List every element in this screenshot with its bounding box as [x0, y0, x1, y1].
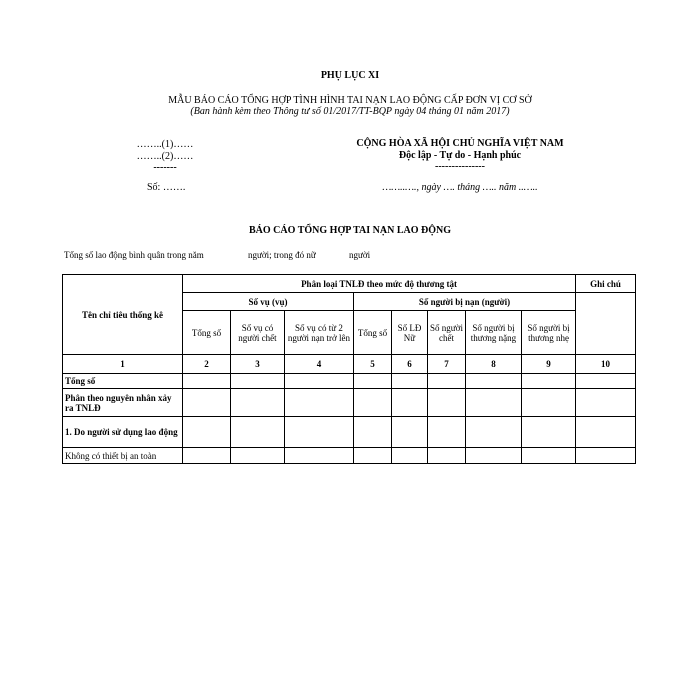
- date-line: ……..…., ngày …. tháng ….. năm ..…..: [382, 182, 538, 193]
- col-header: Tổng số: [354, 311, 392, 355]
- data-cell: [522, 448, 576, 464]
- data-cell: [354, 448, 392, 464]
- data-cell: [285, 417, 354, 448]
- motto-divider: ---------------: [435, 161, 485, 172]
- data-cell: [285, 374, 354, 389]
- data-cell: [392, 374, 428, 389]
- table-row: [63, 417, 636, 448]
- data-cell: [466, 417, 522, 448]
- agency-divider: -------: [153, 162, 177, 173]
- data-cell: [428, 417, 466, 448]
- appendix-title: PHỤ LỤC XI: [320, 70, 380, 81]
- col-header: Số vụ có người chết: [231, 311, 285, 355]
- data-cell: [285, 389, 354, 417]
- data-cell: [428, 389, 466, 417]
- form-title: MẪU BÁO CÁO TỔNG HỢP TÌNH HÌNH TAI NẠN LAO ĐỘNG CẤP ĐƠN VỊ CƠ SỞ: [168, 95, 532, 106]
- data-cell: [522, 389, 576, 417]
- data-cell: [354, 374, 392, 389]
- data-cell: [183, 389, 231, 417]
- summary-part-3: người: [349, 250, 371, 260]
- col-header: Số người bị thương nhẹ: [522, 311, 576, 355]
- column-number: 3: [231, 355, 285, 374]
- col-header: Số người chết: [428, 311, 466, 355]
- column-number: 4: [285, 355, 354, 374]
- accident-report-table: [62, 274, 636, 464]
- agency-line-1: ……..(1)……: [136, 139, 194, 150]
- data-cell: [231, 389, 285, 417]
- data-cell: [466, 448, 522, 464]
- column-number: 7: [428, 355, 466, 374]
- data-cell: [428, 448, 466, 464]
- row-label: Tổng số: [63, 374, 183, 389]
- data-cell: [392, 417, 428, 448]
- data-cell: [522, 417, 576, 448]
- table-row: [63, 374, 636, 389]
- data-cell: [354, 389, 392, 417]
- data-cell: [576, 448, 636, 464]
- classification-header: Phân loại TNLĐ theo mức độ thương tật: [183, 275, 576, 293]
- data-cell: [576, 374, 636, 389]
- row-label: 1. Do người sử dụng lao động: [63, 417, 183, 448]
- data-cell: [354, 417, 392, 448]
- summary-part-1: Tổng số lao động bình quân trong năm: [64, 250, 204, 260]
- column-number: 1: [63, 355, 183, 374]
- column-number-row: [63, 355, 636, 374]
- cases-subheader: Số vụ (vụ): [183, 293, 354, 311]
- data-cell: [576, 389, 636, 417]
- table-row: [63, 448, 636, 464]
- row-label: Không có thiết bị an toàn: [63, 448, 183, 464]
- data-cell: [231, 417, 285, 448]
- col-header: Số vụ có từ 2 người nạn trở lên: [285, 311, 354, 355]
- stat-name-header: Tên chỉ tiêu thống kê: [63, 275, 183, 355]
- notes-header: Ghi chú: [576, 275, 636, 293]
- column-number: 5: [354, 355, 392, 374]
- victims-subheader: Số người bị nạn (người): [354, 293, 576, 311]
- data-cell: [522, 374, 576, 389]
- row-label: Phân theo nguyên nhân xảy ra TNLĐ: [63, 389, 183, 417]
- report-title: BÁO CÁO TỔNG HỢP TAI NẠN LAO ĐỘNG: [249, 225, 451, 236]
- data-cell: [183, 374, 231, 389]
- col-header: Số LĐ Nữ: [392, 311, 428, 355]
- col-header: Số người bị thương nặng: [466, 311, 522, 355]
- data-cell: [183, 448, 231, 464]
- column-number: 8: [466, 355, 522, 374]
- column-number: 6: [392, 355, 428, 374]
- nation-title: CỘNG HÒA XÃ HỘI CHỦ NGHĨA VIỆT NAM: [356, 138, 564, 149]
- column-number: 2: [183, 355, 231, 374]
- agency-line-2: ……..(2)……: [136, 151, 194, 162]
- data-cell: [576, 417, 636, 448]
- document-number: Số: …….: [147, 182, 186, 193]
- summary-part-2: người; trong đó nữ: [248, 250, 316, 260]
- national-motto: Độc lập - Tự do - Hạnh phúc: [398, 150, 522, 161]
- data-cell: [466, 389, 522, 417]
- data-cell: [392, 448, 428, 464]
- header-row-1: [63, 275, 636, 293]
- data-cell: [183, 417, 231, 448]
- data-cell: [231, 374, 285, 389]
- table-row: [63, 389, 636, 417]
- data-cell: [466, 374, 522, 389]
- column-number: 10: [576, 355, 636, 374]
- data-cell: [428, 374, 466, 389]
- issued-by-note: (Ban hành kèm theo Thông tư số 01/2017/TT-BQP ngày 04 tháng 01 năm 2017): [190, 106, 510, 117]
- data-cell: [285, 448, 354, 464]
- data-cell: [231, 448, 285, 464]
- column-number: 9: [522, 355, 576, 374]
- data-cell: [392, 389, 428, 417]
- col-header: Tổng số: [183, 311, 231, 355]
- notes-blank-cell: [576, 293, 636, 355]
